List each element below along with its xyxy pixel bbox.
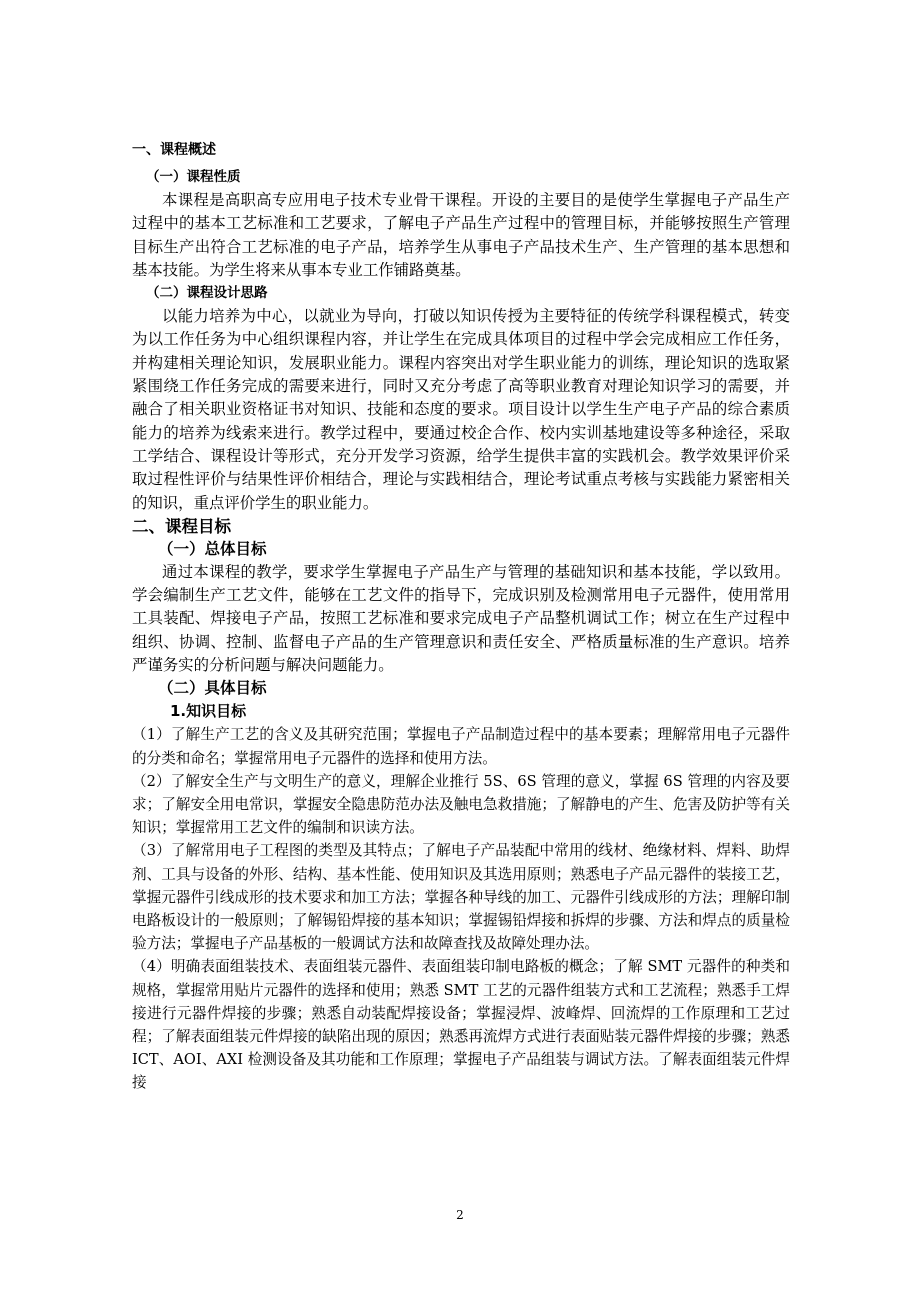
page-number: 2	[456, 1208, 464, 1222]
section-heading-goals: 二、课程目标	[132, 516, 231, 536]
list-item: （4）明确表面组装技术、表面组装元器件、表面组装印制电路板的概念；了解 SMT 元器件的种类和规格，掌握常用贴片元器件的选择和使用；熟悉 SMT 工艺的元器件组装方式和工艺流程；熟悉手工焊接进行元器件焊接的步骤；熟悉自动装配焊接设备；掌握浸焊、波峰焊、回流焊的工作原理和工艺过程；了解表面组装元件焊接的缺陷出现的原因；熟悉再流焊方式进行表面贴装元器件焊接的步骤；熟悉 ICT、AOI、AXI 检测设备及其功能和工作原理；掌握电子产品组装与调试方法。了解表面组装元件焊接	[132, 958, 790, 1092]
section-heading-overview: 一、课程概述	[132, 142, 216, 158]
paragraph-course-nature: 本课程是高职高专应用电子技术专业骨干课程。开设的主要目的是使学生掌握电子产品生产过程中的基本工艺标准和工艺要求，了解电子产品生产过程中的管理目标，并能够按照生产管理目标生产出符合工艺标准的电子产品，培养学生从事电子产品技术生产、生产管理的基本思想和基本技能。为学生将来从事本专业工作铺路奠基。	[132, 191, 790, 279]
list-item: （3）了解常用电子工程图的类型及其特点；了解电子产品装配中常用的线材、绝缘材料、焊料、助焊剂、工具与设备的外形、结构、基本性能、使用知识及其选用原则；熟悉电子产品元器件的装接工艺，掌握元器件引线成形的技术要求和加工方法；掌握各种导线的加工、元器件引线成形的方法；理解印制电路板设计的一般原则；了解锡铅焊接的基本知识；掌握锡铅焊接和拆焊的步骤、方法和焊点的质量检验方法；掌握电子产品基板的一般调试方法和故障查找及故障处理办法。	[132, 842, 790, 953]
subsection-heading-specific-goals: （二）具体目标	[158, 679, 267, 698]
subsection-heading-overall-goal: （一）总体目标	[158, 539, 267, 558]
list-item: （1）了解生产工艺的含义及其研究范围；掌握电子产品制造过程中的基本要素；理解常用电子元器件的分类和命名；掌握常用电子元器件的选择和使用方法。	[132, 726, 790, 767]
paragraph-overall-goal: 通过本课程的教学，要求学生掌握电子产品生产与管理的基础知识和基本技能，学以致用。学会编制生产工艺文件，能够在工艺文件的指导下，完成识别及检测常用电子元器件，使用常用工具装配、焊接电子产品，按照工艺标准和要求完成电子产品整机调试工作；树立在生产过程中组织、协调、控制、监督电子产品的生产管理意识和责任安全、严格质量标准的生产意识。培养严谨务实的分析问题与解决问题能力。	[132, 562, 790, 675]
list-item: （2）了解安全生产与文明生产的意义，理解企业推行 5S、6S 管理的意义，掌握 6S 管理的内容及要求；了解安全用电常识，掌握安全隐患防范办法及触电急救措施；了解静电的产生、危害及防护等有关知识；掌握常用工艺文件的编制和识读方法。	[132, 772, 790, 837]
paragraph-course-design: 以能力培养为中心，以就业为导向，打破以知识传授为主要特征的传统学科课程模式，转变为以工作任务为中心组织课程内容，并让学生在完成具体项目的过程中学会完成相应工作任务，并构建相关理论知识，发展职业能力。课程内容突出对学生职业能力的训练，理论知识的选取紧紧围绕工作任务完成的需要来进行，同时又充分考虑了高等职业教育对理论知识学习的需要，并融合了相关职业资格证书对知识、技能和态度的要求。项目设计以学生生产电子产品的综合素质能力的培养为线索来进行。教学过程中，要通过校企合作、校内实训基地建设等多种途径，采取工学结合、课程设计等形式，充分开发学习资源，给学生提供丰富的实践机会。教学效果评价采取过程性评价与结果性评价相结合，理论与实践相结合，理论考试重点考核与实践能力紧密相关的知识，重点评价学生的职业能力。	[132, 307, 790, 512]
knowledge-goals-heading: 1.知识目标	[170, 702, 247, 721]
subsection-heading-nature: （一）课程性质	[146, 169, 241, 185]
document-page	[132, 140, 790, 1095]
subsection-heading-design: （二）课程设计思路	[146, 285, 268, 302]
